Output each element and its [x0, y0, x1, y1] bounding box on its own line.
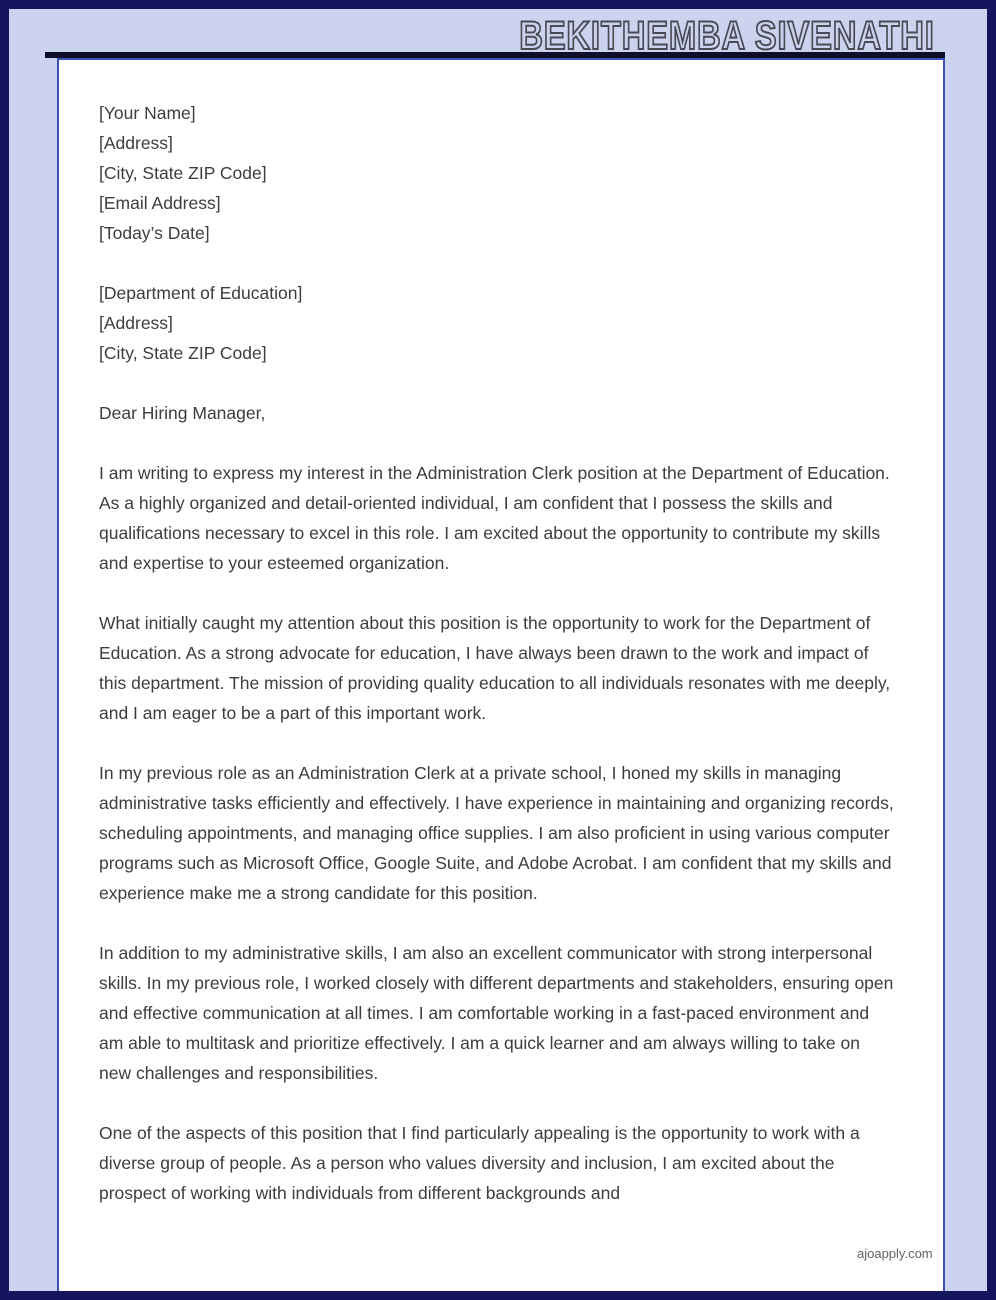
sender-line: [Address]	[99, 133, 173, 153]
header	[9, 9, 987, 58]
letter-paragraph: What initially caught my attention about this position is the opportunity to work for the Department of Education. As a strong advocate for education, I have always been drawn to the work and impact of this department. The mission of providing quality education to all individuals resonates with me deeply, and I am eager to be a part of this important work.	[99, 613, 891, 723]
sender-line: [Today’s Date]	[99, 223, 210, 243]
recipient-line: [Department of Education]	[99, 283, 303, 303]
sender-line: [Email Address]	[99, 193, 221, 213]
letter-paragraph: I am writing to express my interest in the Administration Clerk position at the Department of Education. As a highly organized and detail-oriented individual, I am confident that I possess the skills and qualifications necessary to excel in this role. I am excited about the opportunity to contribute my skills and expertise to your esteemed organization.	[99, 463, 890, 573]
salutation-block	[99, 398, 895, 428]
sender-line: [City, State ZIP Code]	[99, 163, 267, 183]
sender-block	[99, 98, 895, 248]
letter-paragraph: In addition to my administrative skills, I am also an excellent communicator with strong interpersonal skills. In my previous role, I worked closely with different departments and stakeholders, ensuring open and effective communication at all times. I am comfortable working in a fast-paced environment and am able to multitask and prioritize effectively. I am a quick learner and am always willing to take on new challenges and responsibilities.	[99, 943, 894, 1083]
salutation: Dear Hiring Manager,	[99, 403, 266, 423]
recipient-line: [City, State ZIP Code]	[99, 343, 267, 363]
letter-document	[57, 58, 945, 1291]
recipient-line: [Address]	[99, 313, 173, 333]
page-title: BEKITHEMBA SIVENATHI	[519, 14, 935, 58]
recipient-block	[99, 278, 895, 368]
letter-paragraph: One of the aspects of this position that I find particularly appealing is the opportunity to work with a diverse group of people. As a person who values diversity and inclusion, I am excited about the prospect of working with individuals from different backgrounds and	[99, 1123, 860, 1203]
letter-paragraph: In my previous role as an Administration Clerk at a private school, I honed my skills in managing administrative tasks efficiently and effectively. I have experience in maintaining and organizing records, scheduling appointments, and managing office supplies. I am also proficient in using various computer programs such as Microsoft Office, Google Suite, and Adobe Acrobat. I am confident that my skills and experience make me a strong candidate for this position.	[99, 763, 894, 903]
watermark: ajoapply.com	[857, 1246, 933, 1261]
sender-line: [Your Name]	[99, 103, 196, 123]
